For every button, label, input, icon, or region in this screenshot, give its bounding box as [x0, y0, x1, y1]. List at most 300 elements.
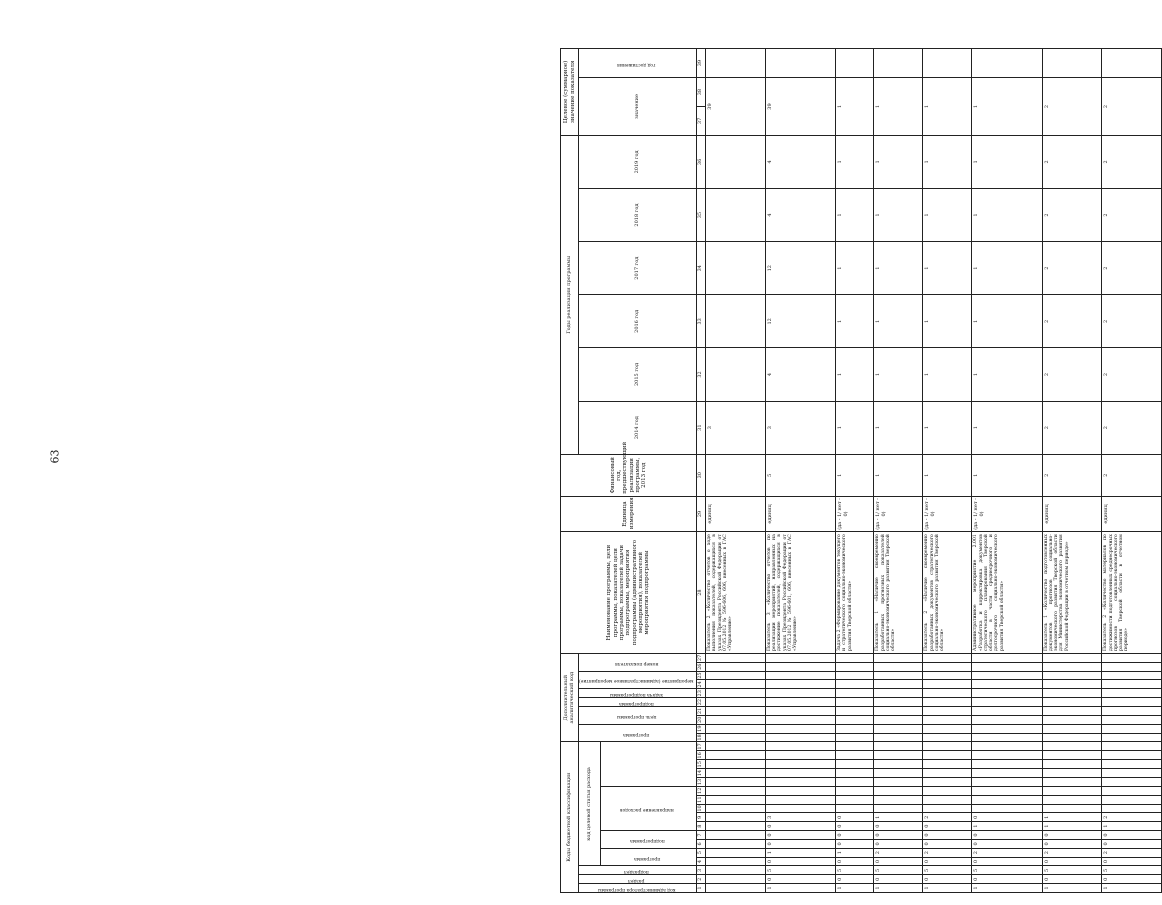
- code-digit-cell: 0: [923, 839, 972, 848]
- code-digit-cell: [972, 707, 1042, 716]
- code-digit-cell: 0: [923, 831, 972, 840]
- code-digit-cell: [972, 769, 1042, 778]
- code-digit-cell: 1: [1102, 884, 1162, 893]
- code-digit-cell: [1102, 795, 1162, 804]
- section-header: раздел: [579, 875, 697, 884]
- code-digit-cell: 0: [765, 831, 835, 840]
- code-digit-cell: [1042, 804, 1102, 813]
- code-digit-cell: [706, 715, 766, 724]
- code-digit-cell: 2: [972, 848, 1042, 857]
- budget-classification-header: Коды бюджетной классификации: [561, 742, 579, 893]
- year-value-cell: 1: [836, 135, 874, 188]
- program-col-header: программа: [600, 848, 696, 866]
- indicator-name-cell: Показатель 1 «Наличие своевременно разработанных прогнозных показателей социально-экономического развития Тверской области»: [874, 532, 923, 654]
- code-digit-cell: [923, 733, 972, 742]
- code-digit-cell: [1042, 760, 1102, 769]
- code-digit-cell: [923, 751, 972, 760]
- code-digit-cell: [972, 680, 1042, 689]
- code-digit-cell: 3: [765, 813, 835, 822]
- code-digit-cell: [923, 795, 972, 804]
- code-digit-cell: [836, 778, 874, 787]
- code-digit-cell: [836, 804, 874, 813]
- code-digit-cell: [765, 778, 835, 787]
- code-digit-cell: [706, 804, 766, 813]
- code-digit-cell: [706, 875, 766, 884]
- table-row: [765, 49, 835, 893]
- code-digit-cell: [1042, 680, 1102, 689]
- target-year-cell: [874, 49, 923, 78]
- code-digit-cell: [1102, 662, 1162, 671]
- fin-year-value-cell: 1: [923, 454, 972, 496]
- code-digit-cell: [765, 707, 835, 716]
- target-value-cell: 2: [1042, 78, 1102, 136]
- year-value-cell: 1: [874, 295, 923, 348]
- code-digit-cell: [874, 795, 923, 804]
- year-2018-header: 2018 год: [579, 188, 697, 241]
- code-digit-cell: [836, 742, 874, 751]
- code-digit-cell: 1: [1042, 813, 1102, 822]
- program-indicators-table: [560, 48, 1162, 893]
- code-digit-cell: [765, 689, 835, 698]
- fin-year-value-cell: 5: [765, 454, 835, 496]
- code-digit-cell: [1102, 680, 1162, 689]
- code-digit-cell: [1042, 733, 1102, 742]
- year-2016-header: 2016 год: [579, 295, 697, 348]
- code-digit-cell: 1: [836, 848, 874, 857]
- code-digit-cell: 0: [1042, 839, 1102, 848]
- code-digit-cell: [1102, 671, 1162, 680]
- year-value-cell: 2: [1042, 242, 1102, 295]
- code-digit-cell: 1: [1102, 822, 1162, 831]
- code-digit-cell: [765, 804, 835, 813]
- direction-col-header: направление расходов: [600, 786, 696, 830]
- code-digit-cell: [1102, 653, 1162, 662]
- code-digit-cell: [706, 831, 766, 840]
- code-digit-cell: [706, 778, 766, 787]
- target-year-cell: [706, 49, 766, 78]
- code-digit-cell: [874, 698, 923, 707]
- code-digit-cell: [874, 760, 923, 769]
- code-digit-cell: 0: [1042, 831, 1102, 840]
- year-value-cell: 1: [874, 242, 923, 295]
- code-digit-cell: [765, 671, 835, 680]
- year-value-cell: 1: [836, 348, 874, 401]
- expense-code-header: код целевой статьи расхода: [579, 742, 601, 866]
- code-digit-cell: [1042, 751, 1102, 760]
- code-digit-cell: [765, 786, 835, 795]
- code-digit-cell: [836, 680, 874, 689]
- code-digit-cell: 2: [923, 848, 972, 857]
- code-digit-cell: [1102, 742, 1162, 751]
- target-value-cell: 1: [836, 78, 874, 136]
- unit-cell: (да - 1/ нет - 0): [836, 496, 874, 531]
- table-row: [972, 49, 1042, 893]
- code-digit-cell: [765, 662, 835, 671]
- code-digit-cell: 0: [765, 822, 835, 831]
- program-code-header: программа: [579, 724, 697, 742]
- year-value-cell: 12: [765, 295, 835, 348]
- code-digit-cell: 1: [972, 884, 1042, 893]
- code-digit-cell: [874, 804, 923, 813]
- indicator-name-cell: Показатель 2 «Количество материалов по достижимости подготовленных среднесрочных прогнозов социально-экономического развития Тверской области в отчетном периоде»: [1102, 532, 1162, 654]
- code-digit-cell: [874, 769, 923, 778]
- code-digit-cell: [972, 671, 1042, 680]
- year-value-cell: 3: [765, 401, 835, 454]
- code-digit-cell: [874, 689, 923, 698]
- table-row: [836, 49, 874, 893]
- code-digit-cell: [1102, 760, 1162, 769]
- code-digit-cell: 0: [836, 822, 874, 831]
- unit-cell: единиц: [706, 496, 766, 531]
- code-digit-cell: 0: [1102, 875, 1162, 884]
- code-digit-cell: [972, 698, 1042, 707]
- code-digit-cell: 2: [923, 813, 972, 822]
- code-digit-cell: [706, 724, 766, 733]
- target-value-cell: 39: [765, 78, 835, 136]
- code-digit-cell: 0: [836, 875, 874, 884]
- code-digit-cell: [1102, 769, 1162, 778]
- code-digit-cell: [1042, 724, 1102, 733]
- year-value-cell: 1: [972, 188, 1042, 241]
- task-code-header: задача подпрограммы: [579, 689, 697, 698]
- code-digit-cell: 1: [874, 884, 923, 893]
- indicator-name-cell: Показатель 2 «Наличие своевременно разработанных документов стратегического социально-экономического развития Тверской области»: [923, 532, 972, 654]
- code-digit-cell: 0: [972, 857, 1042, 866]
- code-digit-cell: [706, 733, 766, 742]
- code-digit-cell: [836, 751, 874, 760]
- target-value-cell: 1: [923, 78, 972, 136]
- code-digit-cell: [1042, 778, 1102, 787]
- year-value-cell: 12: [765, 242, 835, 295]
- code-digit-cell: [1102, 804, 1162, 813]
- code-digit-cell: 0: [1102, 857, 1162, 866]
- code-digit-cell: [874, 653, 923, 662]
- page-number: 63: [48, 449, 62, 464]
- fin-year-value-cell: 1: [972, 454, 1042, 496]
- code-digit-cell: [874, 733, 923, 742]
- code-digit-cell: 0: [765, 857, 835, 866]
- year-value-cell: 1: [923, 348, 972, 401]
- target-value-cell: 1: [874, 78, 923, 136]
- indicator-number-header: номер показателя: [579, 653, 697, 671]
- year-value-cell: 2: [1042, 188, 1102, 241]
- code-digit-cell: [765, 751, 835, 760]
- code-digit-cell: [874, 671, 923, 680]
- year-value-cell: 2: [1042, 348, 1102, 401]
- code-digit-cell: 0: [874, 831, 923, 840]
- table-row: [923, 49, 972, 893]
- code-digit-cell: 2: [1102, 848, 1162, 857]
- year-value-cell: 1: [836, 295, 874, 348]
- year-value-cell: [706, 348, 766, 401]
- code-digit-cell: 0: [972, 875, 1042, 884]
- code-digit-cell: [874, 707, 923, 716]
- fin-year-header: Финансовый год, предшествующий реализации программы, 2013 год: [561, 454, 697, 496]
- code-digit-cell: [836, 760, 874, 769]
- code-digit-cell: [923, 804, 972, 813]
- year-value-cell: 1: [923, 401, 972, 454]
- year-value-cell: 2: [1042, 295, 1102, 348]
- code-digit-cell: [1042, 689, 1102, 698]
- code-digit-cell: [836, 715, 874, 724]
- code-digit-cell: [972, 786, 1042, 795]
- year-value-cell: 1: [923, 135, 972, 188]
- code-digit-cell: [836, 733, 874, 742]
- code-digit-cell: 5: [972, 866, 1042, 875]
- year-value-cell: 4: [765, 135, 835, 188]
- code-digit-cell: [1042, 715, 1102, 724]
- year-value-cell: 3: [706, 401, 766, 454]
- code-digit-cell: 1: [874, 813, 923, 822]
- code-digit-cell: 2: [874, 848, 923, 857]
- code-digit-cell: [706, 751, 766, 760]
- code-digit-cell: 2: [1102, 813, 1162, 822]
- years-header: Годы реализации программы: [561, 135, 579, 454]
- year-2019-header: 2019 год: [579, 135, 697, 188]
- code-digit-cell: [972, 804, 1042, 813]
- year-2017-header: 2017 год: [579, 242, 697, 295]
- year-value-cell: 1: [923, 188, 972, 241]
- code-digit-cell: [972, 662, 1042, 671]
- code-digit-cell: [874, 662, 923, 671]
- code-digit-cell: [923, 653, 972, 662]
- unit-cell: (да - 1/ нет - 0): [923, 496, 972, 531]
- expense-blank-header: [600, 742, 696, 786]
- code-digit-cell: [1042, 653, 1102, 662]
- activity-code-header: мероприятие (административное мероприятие): [579, 671, 697, 689]
- year-value-cell: 2: [1102, 242, 1162, 295]
- code-digit-cell: 1: [972, 822, 1042, 831]
- code-digit-cell: [706, 671, 766, 680]
- code-digit-cell: [1102, 715, 1162, 724]
- code-digit-cell: [1042, 662, 1102, 671]
- code-digit-cell: [706, 707, 766, 716]
- code-digit-cell: [706, 662, 766, 671]
- target-year-cell: [1102, 49, 1162, 78]
- code-digit-cell: [1102, 786, 1162, 795]
- code-digit-cell: 0: [1042, 875, 1102, 884]
- code-digit-cell: [923, 742, 972, 751]
- code-digit-cell: [923, 671, 972, 680]
- subsection-header: подраздел: [579, 866, 697, 875]
- code-digit-cell: [765, 653, 835, 662]
- code-digit-cell: [923, 760, 972, 769]
- code-digit-cell: [765, 742, 835, 751]
- code-digit-cell: [972, 653, 1042, 662]
- code-digit-cell: 0: [923, 857, 972, 866]
- year-value-cell: 1: [874, 348, 923, 401]
- table-row: [874, 49, 923, 893]
- code-digit-cell: [836, 724, 874, 733]
- code-digit-cell: [1102, 689, 1162, 698]
- year-value-cell: [706, 242, 766, 295]
- code-digit-cell: 5: [923, 866, 972, 875]
- unit-cell: (да - 1/ нет - 0): [972, 496, 1042, 531]
- year-value-cell: 4: [765, 348, 835, 401]
- table-row: [1042, 49, 1102, 893]
- year-value-cell: 1: [874, 401, 923, 454]
- code-digit-cell: 0: [923, 822, 972, 831]
- code-digit-cell: [706, 839, 766, 848]
- code-digit-cell: [923, 707, 972, 716]
- subprogram-code-header: подпрограмма: [579, 698, 697, 707]
- code-digit-cell: 0: [765, 839, 835, 848]
- code-digit-cell: 0: [874, 875, 923, 884]
- code-digit-cell: 0: [874, 857, 923, 866]
- code-digit-cell: [874, 751, 923, 760]
- code-digit-cell: [923, 715, 972, 724]
- code-digit-cell: [1042, 795, 1102, 804]
- code-digit-cell: [706, 866, 766, 875]
- code-digit-cell: [836, 769, 874, 778]
- code-digit-cell: [836, 671, 874, 680]
- code-digit-cell: 0: [972, 813, 1042, 822]
- indicator-name-cell: Задача 2 «Формирование документов текущего и стратегического социально-экономического развития Тверской области»: [836, 532, 874, 654]
- fin-year-value-cell: 2: [1042, 454, 1102, 496]
- code-digit-cell: [972, 724, 1042, 733]
- code-digit-cell: [972, 715, 1042, 724]
- year-value-cell: [706, 135, 766, 188]
- year-value-cell: 2: [1102, 401, 1162, 454]
- goal-code-header: цель программы: [579, 707, 697, 725]
- indicator-name-cell: Показатель 3 «Количество отчетов по реализации мероприятий, направленных на достижение показателей, содержащихся в указах Президента Российской Федерации от 07.05.2012 № 596-601, 606, внесенных в ГАС «Управление»: [765, 532, 835, 654]
- code-digit-cell: [1102, 778, 1162, 787]
- year-value-cell: 1: [836, 242, 874, 295]
- code-digit-cell: [836, 689, 874, 698]
- code-digit-cell: [706, 795, 766, 804]
- year-value-cell: 1: [874, 135, 923, 188]
- code-digit-cell: [706, 742, 766, 751]
- code-digit-cell: 0: [972, 839, 1042, 848]
- code-digit-cell: [706, 760, 766, 769]
- unit-cell: единиц: [765, 496, 835, 531]
- indicator-name-cell: Показатель 2 «Количество отчетов о ходе выполнения показателей, содержащихся в указах Президента Российской Федерации от 07.05.2012 № 596-606, 606, внесенных в ГАС «Управление»: [706, 532, 766, 654]
- code-digit-cell: [923, 689, 972, 698]
- year-value-cell: 2: [1102, 348, 1162, 401]
- code-digit-cell: [706, 689, 766, 698]
- year-value-cell: 1: [923, 295, 972, 348]
- target-year-cell: [972, 49, 1042, 78]
- rotated-table-container: [560, 48, 1130, 893]
- target-value-header: значение: [579, 78, 697, 136]
- code-digit-cell: [836, 662, 874, 671]
- unit-header: Единица измерения: [561, 496, 697, 531]
- admin-code-header: код администратора программы: [579, 884, 697, 893]
- code-digit-cell: [706, 857, 766, 866]
- year-value-cell: 1: [972, 401, 1042, 454]
- code-digit-cell: [706, 884, 766, 893]
- year-value-cell: 1: [836, 188, 874, 241]
- code-digit-cell: 0: [874, 822, 923, 831]
- code-digit-cell: [765, 698, 835, 707]
- year-value-cell: 1: [972, 348, 1042, 401]
- target-year-cell: [836, 49, 874, 78]
- code-digit-cell: [972, 742, 1042, 751]
- code-digit-cell: 5: [765, 866, 835, 875]
- code-digit-cell: 5: [1102, 866, 1162, 875]
- program-name-header: Наименование программы, цели программы, показателей цели программы, показателей задачи подпрограммы, мероприятия подпрограммы (административного мероприятия), показателей мероприятия подпрограммы: [561, 532, 697, 654]
- code-digit-cell: 0: [765, 875, 835, 884]
- year-2015-header: 2015 год: [579, 348, 697, 401]
- year-value-cell: 4: [765, 188, 835, 241]
- code-digit-cell: [874, 680, 923, 689]
- year-value-cell: 2: [1042, 135, 1102, 188]
- code-digit-cell: [923, 786, 972, 795]
- code-digit-cell: [972, 795, 1042, 804]
- code-digit-cell: [923, 724, 972, 733]
- code-digit-cell: 0: [972, 831, 1042, 840]
- code-digit-cell: 1: [1042, 884, 1102, 893]
- year-value-cell: 1: [836, 401, 874, 454]
- code-digit-cell: [1042, 698, 1102, 707]
- code-digit-cell: [1042, 742, 1102, 751]
- unit-cell: единиц: [1042, 496, 1102, 531]
- code-digit-cell: [706, 653, 766, 662]
- target-value-cell: 1: [972, 78, 1042, 136]
- code-digit-cell: [765, 760, 835, 769]
- code-digit-cell: 1: [923, 884, 972, 893]
- code-digit-cell: [923, 662, 972, 671]
- code-digit-cell: 1: [1042, 822, 1102, 831]
- code-digit-cell: [1042, 707, 1102, 716]
- code-digit-cell: [1042, 769, 1102, 778]
- fin-year-value-cell: 1: [836, 454, 874, 496]
- fin-year-value-cell: 1: [874, 454, 923, 496]
- indicator-name-cell: Показатель 1 «Количество подготовленных документов прогнозов социально-экономического развития Тверской области для Министерства экономического развития Российской Федерации в отчетном периоде»: [1042, 532, 1102, 654]
- code-digit-cell: [706, 769, 766, 778]
- year-value-cell: 2: [1102, 295, 1162, 348]
- target-year-cell: [923, 49, 972, 78]
- code-digit-cell: [836, 786, 874, 795]
- year-value-cell: 1: [874, 188, 923, 241]
- table-row: [706, 49, 766, 893]
- code-digit-cell: [765, 680, 835, 689]
- code-digit-cell: [706, 822, 766, 831]
- code-digit-cell: 5: [874, 866, 923, 875]
- code-digit-cell: [874, 742, 923, 751]
- code-digit-cell: [706, 848, 766, 857]
- unit-cell: (да - 1/ нет - 0): [874, 496, 923, 531]
- code-digit-cell: 0: [836, 857, 874, 866]
- year-value-cell: 2: [1042, 401, 1102, 454]
- code-digit-cell: 1: [765, 884, 835, 893]
- code-digit-cell: 5: [836, 866, 874, 875]
- code-digit-cell: [836, 698, 874, 707]
- code-digit-cell: [923, 680, 972, 689]
- fin-year-value-cell: [706, 454, 766, 496]
- code-digit-cell: 0: [836, 831, 874, 840]
- code-digit-cell: [836, 707, 874, 716]
- code-digit-cell: 5: [1042, 866, 1102, 875]
- code-digit-cell: [706, 698, 766, 707]
- target-year-cell: [765, 49, 835, 78]
- code-digit-cell: 0: [1102, 831, 1162, 840]
- column-numbers-row: 1 2 3 4 5 6 7 8 9 10 11 12 13 14 15 16 17 18 19 20 21 22 23 24 25 26 27 28 29 30 31 32 33 34 35 36 37 38 39: [697, 49, 706, 893]
- unit-cell: единиц: [1102, 496, 1162, 531]
- code-digit-cell: [1102, 751, 1162, 760]
- code-digit-cell: [923, 769, 972, 778]
- code-digit-cell: [836, 795, 874, 804]
- code-digit-cell: 0: [836, 813, 874, 822]
- code-digit-cell: [706, 813, 766, 822]
- code-digit-cell: 0: [874, 839, 923, 848]
- code-digit-cell: 2: [1042, 848, 1102, 857]
- code-digit-cell: [765, 769, 835, 778]
- code-digit-cell: [923, 698, 972, 707]
- code-digit-cell: 0: [836, 839, 874, 848]
- code-digit-cell: 0: [923, 875, 972, 884]
- target-header: Целевое (суммарное) значение показателя: [561, 49, 579, 136]
